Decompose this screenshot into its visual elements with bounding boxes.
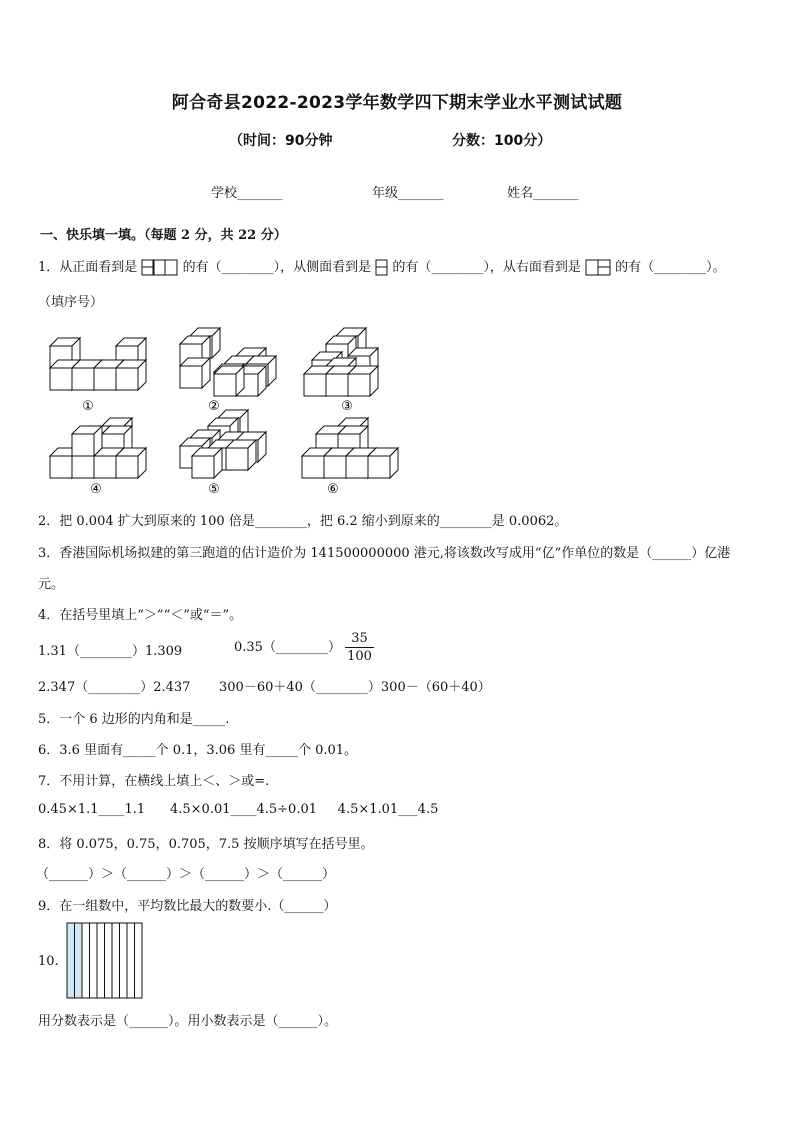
page-title: 阿合奇县2022-2023学年数学四下期末学业水平测试试题 xyxy=(171,93,623,113)
figure-1-label: ① xyxy=(82,399,94,414)
question-4-title: 4．在括号里填上“＞”“＜”或“＝”。 xyxy=(38,608,243,623)
right-view-icon xyxy=(585,259,611,276)
q4-compare-d: 300－60＋40（________）300－（60＋40） xyxy=(219,680,491,695)
name-field: 姓名_______ xyxy=(507,186,579,201)
figure-3-label: ③ xyxy=(341,399,353,414)
question-10-answer: 用分数表示是（______）。用小数表示是（______）。 xyxy=(38,1014,338,1029)
strip-cell xyxy=(127,923,135,998)
q1-text-2: 的有（________），从侧面看到是 xyxy=(182,260,372,275)
figure-6 xyxy=(302,418,398,478)
figure-2 xyxy=(180,328,276,396)
question-3-line-1: 3．香港国际机场拟建的第三跑道的估计造价为 141500000000 港元,将该数改写成用“亿”作单位的数是（______）亿港 xyxy=(38,546,731,561)
figure-5 xyxy=(180,410,266,478)
question-3-line-2: 元。 xyxy=(38,577,65,592)
question-10-label: 10. xyxy=(38,954,59,969)
section-title: 一、快乐填一填。（每题 2 分，共 22 分） xyxy=(40,228,287,243)
figure-3 xyxy=(304,328,378,396)
strip-cell-shaded xyxy=(75,923,83,998)
q1-text-3: 的有（________），从右面看到是 xyxy=(392,260,581,275)
q4-compare-c: 2.347（________）2.437 xyxy=(38,680,191,695)
fraction-denominator: 100 xyxy=(347,649,372,664)
figure-2-label: ② xyxy=(208,399,220,414)
q4-compare-a: 1.31（________）1.309 xyxy=(38,644,183,659)
strip-cell xyxy=(120,923,128,998)
figure-4 xyxy=(50,418,146,478)
decimal-strip xyxy=(66,922,144,999)
q4-compare-b xyxy=(234,630,374,665)
figure-4-label: ④ xyxy=(90,482,102,497)
exam-score: 分数：100分） xyxy=(452,133,552,149)
side-view-icon xyxy=(375,259,388,276)
strip-cell-shaded xyxy=(67,923,75,998)
q4-compare-b-text: 0.35（________） xyxy=(234,640,341,655)
question-5: 5．一个 6 边形的内角和是_____. xyxy=(38,712,230,727)
strip-cell xyxy=(97,923,105,998)
fraction-35-100 xyxy=(345,630,374,665)
question-2: 2．把 0.004 扩大到原来的 100 倍是________，把 6.2 缩小到原来的________是 0.0062。 xyxy=(38,514,568,529)
question-7-title: 7．不用计算，在横线上填上＜、＞或=. xyxy=(38,774,270,789)
q1-text-4: 的有（________）。 xyxy=(615,260,726,275)
question-8-title: 8．将 0.075，0.75，0.705，7.5 按顺序填写在括号里。 xyxy=(38,837,374,852)
q1-note: （填序号） xyxy=(38,295,104,310)
strip-cell xyxy=(90,923,98,998)
school-field: 学校_______ xyxy=(211,186,283,201)
strip-cell xyxy=(112,923,120,998)
grade-field: 年级_______ xyxy=(372,186,444,201)
strip-cell xyxy=(105,923,113,998)
strip-cell xyxy=(135,923,143,998)
q1-text-1: 1．从正面看到是 xyxy=(38,260,138,275)
question-9: 9．在一组数中，平均数比最大的数要小.（______） xyxy=(38,899,337,914)
cube-figures xyxy=(40,322,400,502)
fraction-numerator: 35 xyxy=(345,630,374,648)
figure-1 xyxy=(50,338,146,390)
question-8-blanks: （______）＞（______）＞（______）＞（______） xyxy=(36,867,336,882)
front-view-icon xyxy=(141,259,178,276)
figure-6-label: ⑥ xyxy=(327,482,339,497)
figure-5-label: ⑤ xyxy=(208,482,220,497)
question-7-items: 0.45×1.1____1.1 4.5×0.01____4.5÷0.01 4.5×1.01___4.5 xyxy=(38,802,439,817)
strip-cell xyxy=(82,923,90,998)
question-6: 6．3.6 里面有_____个 0.1，3.06 里有_____个 0.01。 xyxy=(38,743,358,758)
question-1 xyxy=(38,256,726,276)
exam-time: （时间：90分钟 xyxy=(229,133,333,149)
